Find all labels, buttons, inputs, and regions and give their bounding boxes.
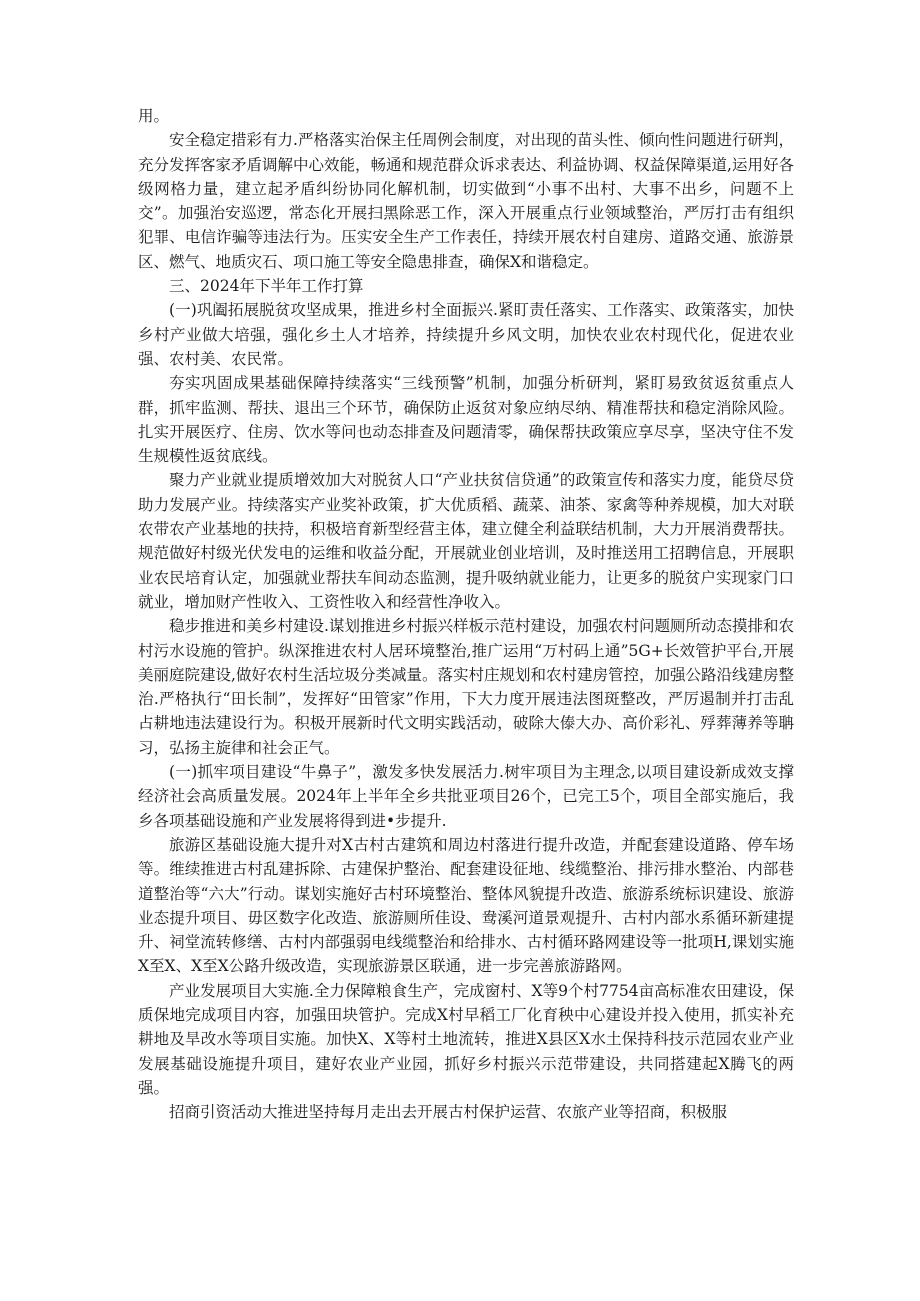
paragraph-investment-promotion: 招商引资活动大推进坚持每月走出去开展古村保护运营、农旅产业等招商，积极服 <box>169 1103 728 1122</box>
document-body <box>138 104 794 1124</box>
paragraph-tourism-infrastructure: 旅游区基础设施大提升对X古村古建筑和周边村落进行提升改造，并配套建设道路、停车场等。维续推进古村乱建拆除、古建保护整治、配套建设征地、线缆整治、排污排水整治、内部巷道整治等“六大”行动。谋划实施好古村环境整治、整体风貌提升改造、旅游系统标识建设、旅游业态提升项目、毋区数字化改造、旅游厕所佳设、鸯溪河道景观提升、古村内部水系循环新建提升、祠堂流转修缮、古村内部强弱电线缆整治和给排水、古村循环路网建设等一批项H,课划实施X至X、X至X公路升级改造，实现旅游景区联通，进一步完善旅游路网。 <box>138 835 794 976</box>
paragraph-consolidate-poverty: (一)巩阖拓展脱贫攻坚成果，推进乡村全面振兴.紧盯责任落实、工作落实、政策落实，加快乡村产业做大培强，强化乡土人才培养，持续提升乡风文明，加快农业农村现代化，促进农业强、农村美、农民常。 <box>138 301 794 368</box>
paragraph-continuation: 用。 <box>138 107 170 125</box>
paragraph-safety-stability: 安全稳定措彩有力.严格落实治保主任周例会制度，对出现的苗头性、倾向性问题进行研判，充分发挥客家矛盾调解中心效能，畅通和规范群众诉求表达、利益协调、权益保障渠道,运用好各级网格力量，建立起矛盾纠纷协同化解机制，切实做到“小事不出村、大事不出乡，问题不上交”。加强治安巡逻，常态化开展扫黑除恶工作，深入开展重点行业领域整治，严厉打击有组织犯罪、电信诈骗等违法行为。压实安全生产工作表任，持续开展农村自建房、道路交通、旅游景区、燃气、地质灾石、项口施工等安全隐患排查，确保X和谐稳定。 <box>138 131 794 271</box>
paragraph-foundation-guarantee: 夯实巩固成果基础保障持续落实“三线预警”机制，加强分析研判，紧盯易致贫返贫重点人群，抓牢监测、帮扶、退出三个环节，确保防止返贫对象应纳尽纳、精准帮扶和稳定消除风险。扎实开展医疗、住房、饮水等问也动态排查及问题清零，确保帮扶政策应享尽享，坚决守住不发生规模性返贫底线。 <box>138 374 794 466</box>
paragraph-project-construction: (一)抓牢项目建设“牛鼻子”，激发多快发展活力.树牢项目为主理念,以项目建设新成效支撑经济社会高质量发展。2024年上半年全乡共批亚项目26个，已完工5个，项目全部实施后，我乡各项基础设施和产业发展将得到进•步提升. <box>138 763 794 830</box>
section-heading-plan: 三、2024年下半年工作打算 <box>169 277 364 296</box>
paragraph-industry-employment: 聚力产业就业提质增效加大对脱贫人口“产业扶贫信贷通”的政策宣传和落实力度，能贷尽贷助力发展产业。持续落实产业奖补政策，扩大优质稻、蔬菜、油茶、家禽等种养规模，加大对联农带农产业基地的扶持，积极培育新型经营主体，建立健全利益联结机制，大力开展消费帮扶。规范做好村级光伏发电的运维和收益分配，开展就业创业培训，及时推送用工招聘信息，开展职业农民培育认定，加强就业帮扶车间动态监测，提升吸纳就业能力，让更多的脱贫户实现家门口就业，增加财产性收入、工资性收入和经营性净收入。 <box>138 471 794 611</box>
paragraph-rural-construction: 稳步推进和美乡村建设.谋划推进乡村振兴样板示范村建设，加强农村问题厕所动态摸排和农村污水设施的管护。纵深推进农村人居环境整治,推广运用“万村码上通”5G+长效管护平台,开展美丽庭院建设,做好农村生活垃圾分类减量。落实村庄规划和农村建房管控，加强公路沿线建房整治.严格执行“田长制”，发挥好“田管家”作用，下大力度开展违法图斑整改，严厉遏制并打击乱占耕地违法建设行为。积极开展新时代文明实践活动，破除大傣大办、高价彩礼、殍葬薄养等聃习，弘扬主旋律和社会正气。 <box>138 617 794 757</box>
paragraph-industry-projects: 产业发展项目大实施.全力保障粮食生产，完成窗村、X等9个村7754亩高标准农田建设，保质保地完成项目内容，加强田块管护。完成X村早稻工厂化育秧中心建设并投入使用，抓实补充耕地及旱改水等项目实施。加快X、X等村土地流转，推进X县区X水土保持科技示范园农业产业发展基础设施提升项目，建好农业产业园，抓好乡村振兴示范带建设，共同搭建起X腾飞的两强。 <box>138 981 794 1097</box>
